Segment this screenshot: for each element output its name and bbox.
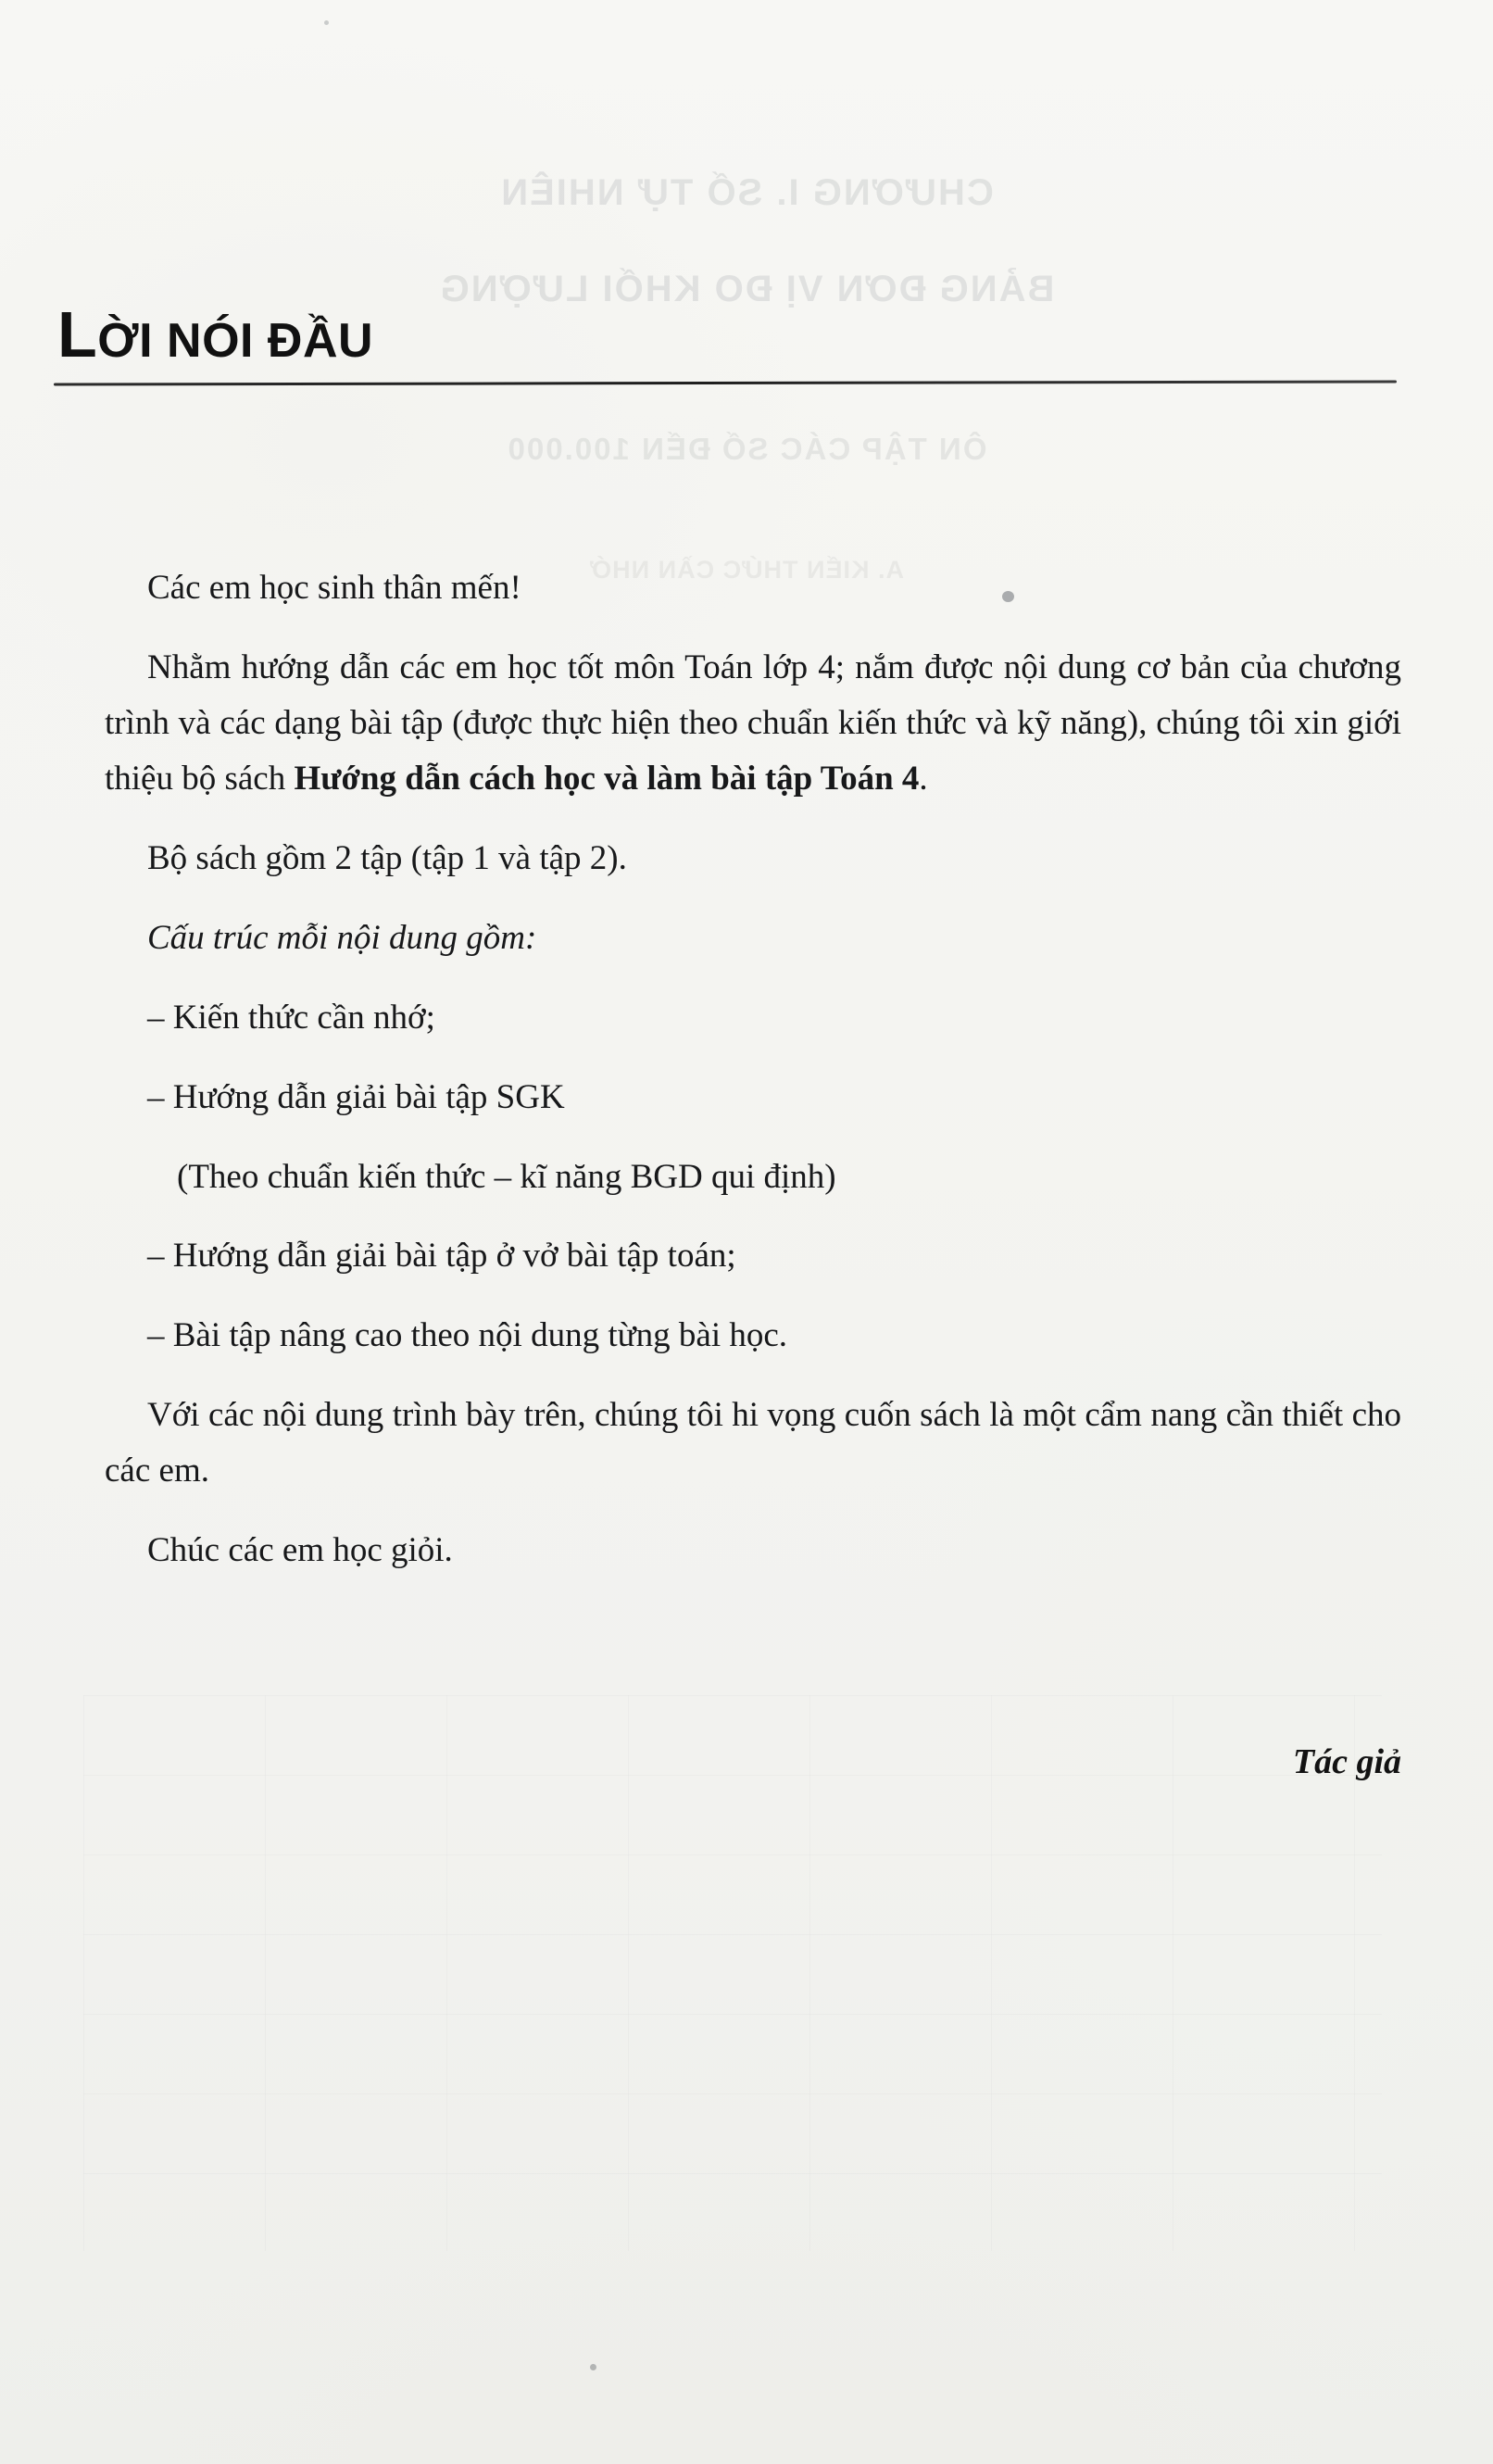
list-item: – Bài tập nâng cao theo nội dung từng bài học. xyxy=(147,1316,788,1355)
page-title-rest: ỜI NÓI ĐẦU xyxy=(97,314,374,368)
page-title xyxy=(54,298,1417,371)
title-block xyxy=(54,298,1417,384)
signature: Tác giả xyxy=(1292,1742,1401,1781)
paragraph-structure-heading: Cấu trúc mỗi nội dung gồm: xyxy=(147,918,537,957)
list-item: – Hướng dẫn giải bài tập ở vở bài tập toán; xyxy=(147,1237,736,1276)
intro-book-title: Hướng dẫn cách học và làm bài tập Toán 4 xyxy=(294,759,920,798)
list-item: – Kiến thức cần nhớ; xyxy=(147,998,435,1037)
paragraph-greeting: Các em học sinh thân mến! xyxy=(147,569,521,607)
paragraph-volumes: Bộ sách gồm 2 tập (tập 1 và tập 2). xyxy=(147,838,627,877)
body-text xyxy=(105,560,1401,1603)
ghost-text-line-1: CHƯƠNG I. SỐ TỰ NHIÊN xyxy=(499,172,994,213)
intro-text-after-bold: . xyxy=(919,759,928,798)
ghost-text-line-3: ÔN TẬP CÁC SỐ ĐẾN 100.000 xyxy=(506,432,987,466)
title-divider xyxy=(54,380,1397,385)
ghost-text-line-2: BẢNG ĐƠN VỊ ĐO KHỐI LƯỢNG xyxy=(438,269,1055,309)
paragraph-intro xyxy=(105,640,1401,807)
page-title-dropcap: L xyxy=(57,298,98,371)
scan-speck xyxy=(590,2364,596,2370)
paragraph-wish: Chúc các em học giỏi. xyxy=(147,1531,453,1570)
paragraph-closing: Với các nội dung trình bày trên, chúng tôi hi vọng cuốn sách là một cẩm nang cần thiết cho các em. xyxy=(105,1396,1401,1490)
list-item-note: (Theo chuẩn kiến thức – kĩ năng BGD qui định) xyxy=(177,1157,836,1196)
scan-speck xyxy=(324,20,329,25)
intro-text-before-bold: Nhằm hướng dẫn các em học tốt môn Toán lớp 4; nắm được nội dung cơ bản của chương trình và các dạng bài tập (được thực hiện theo chuẩn kiến thức và kỹ năng), chúng tôi xin giới thiệu bộ sách xyxy=(105,647,1401,798)
list-item: – Hướng dẫn giải bài tập SGK xyxy=(147,1077,565,1116)
ghost-text-line-4: A. KIẾN THỨC CẦN NHỚ xyxy=(589,556,904,584)
